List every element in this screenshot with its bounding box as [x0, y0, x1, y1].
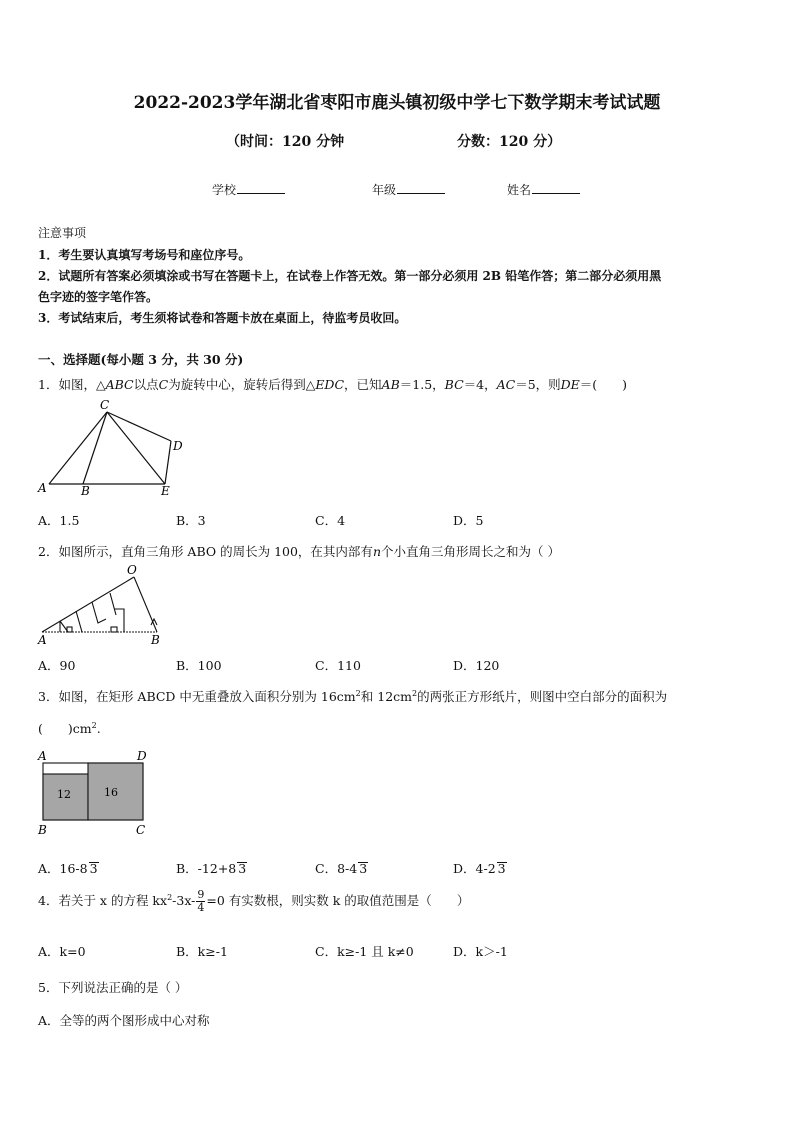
q4-option-c[interactable]: C．k≥-1 且 k≠0: [315, 944, 414, 959]
name-blank[interactable]: [532, 182, 580, 194]
question-5: 5．下列说法正确的是（ ）: [38, 980, 188, 995]
q3-label-a: A: [38, 749, 47, 763]
note-item: 1．考生要认真填写考场号和座位序号。: [38, 248, 251, 262]
name-field[interactable]: [507, 181, 580, 198]
q1-label-b: B: [81, 484, 90, 498]
q3-option-c[interactable]: C．8-4 3: [315, 861, 368, 876]
note-item: 色字迹的签字笔作答。: [38, 290, 159, 304]
name-label: 姓名: [507, 183, 532, 197]
school-field[interactable]: [212, 181, 285, 198]
question-4: 4．若关于 x 的方程 $kx^2-3x-$ $\frac{9}{4}$ =0 有实数根，则实数 k 的取值范围是（ ）: [38, 888, 470, 914]
grade-label: 年级: [372, 183, 397, 197]
q1-label-e: E: [161, 484, 170, 498]
note-item: 2．试题所有答案必须填涂或书写在答题卡上，在试卷上作答无效。第一部分必须用 2B 铅笔作答；第二部分必须用黑: [38, 269, 662, 283]
question-3-line2: ( )$cm^2$.: [38, 720, 101, 736]
section-heading: 一、选择题(每小题 3 分，共 30 分): [38, 352, 244, 367]
q3-label-b: B: [38, 823, 47, 837]
q1-option-a[interactable]: A．1.5: [38, 513, 80, 528]
q1-option-c[interactable]: C．4: [315, 513, 346, 528]
q3-figure: [30, 746, 160, 838]
page-title: 2022-2023学年湖北省枣阳市鹿头镇初级中学七下数学期末考试试题: [133, 93, 661, 113]
notes-heading: 注意事项: [38, 226, 87, 240]
q4-option-b[interactable]: B．k≥-1: [176, 944, 228, 959]
grade-blank[interactable]: [397, 182, 445, 194]
q2-option-c[interactable]: C．110: [315, 658, 361, 673]
q1-figure: [30, 395, 200, 500]
q2-figure: [30, 563, 170, 648]
exam-time: （时间：120 分钟: [226, 134, 345, 150]
q2-label-o: O: [127, 563, 137, 577]
q3-label-c: C: [136, 823, 146, 837]
q1-label-d: D: [173, 439, 183, 453]
q1-option-d[interactable]: D．5: [453, 513, 484, 528]
question-2: 2．如图所示，直角三角形 ABO 的周长为 100，在其内部有n个小直角三角形周长之和为（ ）: [38, 544, 560, 559]
exam-score: 分数：120 分）: [457, 134, 562, 150]
note-item: 3．考试结束后，考生须将试卷和答题卡放在桌面上，待监考员收回。: [38, 311, 407, 325]
q2-option-b[interactable]: B．100: [176, 658, 222, 673]
q2-option-d[interactable]: D．120: [453, 658, 500, 673]
q3-option-d[interactable]: D．4-2 3: [453, 861, 506, 876]
grade-field[interactable]: [372, 181, 445, 198]
q4-option-d[interactable]: D．k＞-1: [453, 944, 508, 959]
q2-option-a[interactable]: A．90: [38, 658, 76, 673]
q1-option-b[interactable]: B．3: [176, 513, 206, 528]
question-3: 3．如图，在矩形 ABCD 中无重叠放入面积分别为 $16cm^2$和 $12cm^2$的两张正方形纸片，则图中空白部分的面积为: [38, 688, 668, 704]
q3-option-a[interactable]: A．16-8 3: [38, 861, 98, 876]
question-1: 1．如图，△ABC以点C为旋转中心，旋转后得到△EDC，已知AB＝1.5，BC＝4，AC＝5，则DE＝( ): [38, 377, 628, 392]
q3-option-b[interactable]: B．-12+8 3: [176, 861, 247, 876]
q3-label-16: 16: [104, 786, 118, 799]
q2-label-b: B: [151, 633, 160, 647]
q3-label-d: D: [137, 749, 147, 763]
q3-label-12: 12: [57, 788, 71, 801]
q4-option-a[interactable]: A．k=0: [38, 944, 86, 959]
q5-option-a[interactable]: A．全等的两个图形成中心对称: [38, 1013, 210, 1028]
q1-label-a: A: [38, 481, 47, 495]
school-blank[interactable]: [237, 182, 285, 194]
q2-label-a: A: [38, 633, 47, 647]
q1-label-c: C: [100, 398, 110, 412]
school-label: 学校: [212, 183, 237, 197]
